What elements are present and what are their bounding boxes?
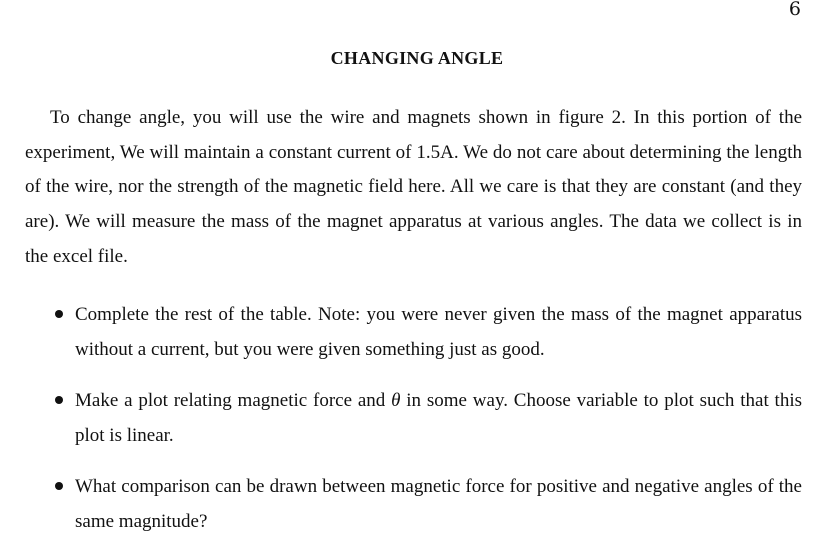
section-title: CHANGING ANGLE — [330, 48, 504, 68]
list-item — [0, 383, 834, 453]
bullet-icon — [55, 482, 63, 490]
list-item-text — [75, 390, 802, 446]
task-list — [0, 297, 834, 555]
list-item-text: What comparison can be drawn between magnetic force for positive and negative angles of the same magnitude? — [75, 476, 802, 532]
list-item-text: Complete the rest of the table. Note: you were never given the mass of the magnet apparatus without a current, but you were given something just as good. — [75, 304, 802, 360]
list-item — [0, 297, 834, 367]
intro-paragraph: To change angle, you will use the wire and magnets shown in figure 2. In this portion of the experiment, We will maintain a constant current of 1.5A. We do not care about determining the length of the wire, nor the strength of the magnetic field here. All we care is that they are constant (and they are). We will measure the mass of the magnet apparatus at various angles. The data we collect is in the excel file. — [25, 107, 802, 267]
bullet-icon — [55, 396, 63, 404]
theta-symbol: θ — [391, 390, 401, 411]
list-item-text-before: Make a plot relating magnetic force and — [75, 390, 392, 411]
list-item-text-after: in some way. Choose variable to plot such that this plot is linear. — [75, 390, 802, 446]
bullet-icon — [55, 310, 63, 318]
list-item — [0, 469, 834, 539]
page-number: 6 — [788, 0, 801, 20]
